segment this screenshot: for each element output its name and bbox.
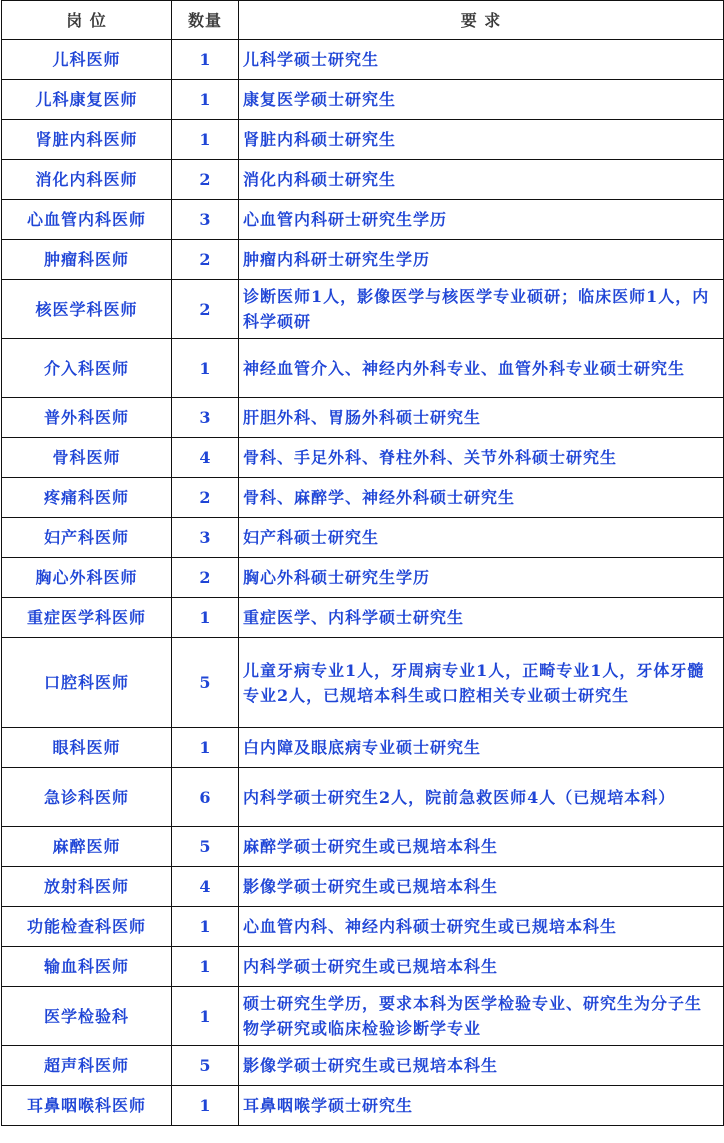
table-row xyxy=(2,638,724,728)
header-row xyxy=(2,1,724,40)
position-cell: 医学检验科 xyxy=(2,987,172,1046)
requirement-cell: 耳鼻咽喉学硕士研究生 xyxy=(239,1086,724,1126)
recruitment-table xyxy=(1,0,724,1126)
count-cell: 4 xyxy=(172,438,239,478)
position-cell: 急诊科医师 xyxy=(2,768,172,827)
position-cell: 骨科医师 xyxy=(2,438,172,478)
position-cell: 儿科医师 xyxy=(2,40,172,80)
requirement-cell: 胸心外科硕士研究生学历 xyxy=(239,558,724,598)
position-cell: 功能检查科医师 xyxy=(2,907,172,947)
requirement-cell: 诊断医师1人，影像医学与核医学专业硕研；临床医师1人，内科学硕研 xyxy=(239,280,724,339)
position-cell: 核医学科医师 xyxy=(2,280,172,339)
requirement-cell: 儿童牙病专业1人，牙周病专业1人，正畸专业1人，牙体牙髓专业2人，已规培本科生或口腔相关专业硕士研究生 xyxy=(239,638,724,728)
requirement-cell: 心血管内科研士研究生学历 xyxy=(239,200,724,240)
requirement-cell: 肝胆外科、胃肠外科硕士研究生 xyxy=(239,398,724,438)
requirement-cell: 儿科学硕士研究生 xyxy=(239,40,724,80)
position-cell: 麻醉医师 xyxy=(2,827,172,867)
table-row xyxy=(2,438,724,478)
position-cell: 肾脏内科医师 xyxy=(2,120,172,160)
requirement-cell: 骨科、手足外科、脊柱外科、关节外科硕士研究生 xyxy=(239,438,724,478)
count-cell: 4 xyxy=(172,867,239,907)
table-row xyxy=(2,867,724,907)
header-position: 岗 位 xyxy=(2,1,172,40)
position-cell: 普外科医师 xyxy=(2,398,172,438)
table-row xyxy=(2,947,724,987)
table-row xyxy=(2,728,724,768)
table-row xyxy=(2,240,724,280)
count-cell: 3 xyxy=(172,518,239,558)
table-row xyxy=(2,339,724,398)
position-cell: 输血科医师 xyxy=(2,947,172,987)
count-cell: 1 xyxy=(172,598,239,638)
position-cell: 消化内科医师 xyxy=(2,160,172,200)
position-cell: 胸心外科医师 xyxy=(2,558,172,598)
count-cell: 3 xyxy=(172,200,239,240)
position-cell: 心血管内科医师 xyxy=(2,200,172,240)
position-cell: 肿瘤科医师 xyxy=(2,240,172,280)
requirement-cell: 康复医学硕士研究生 xyxy=(239,80,724,120)
count-cell: 1 xyxy=(172,1086,239,1126)
count-cell: 1 xyxy=(172,339,239,398)
requirement-cell: 妇产科硕士研究生 xyxy=(239,518,724,558)
table-row xyxy=(2,1046,724,1086)
count-cell: 5 xyxy=(172,827,239,867)
count-cell: 2 xyxy=(172,160,239,200)
count-cell: 2 xyxy=(172,240,239,280)
position-cell: 眼科医师 xyxy=(2,728,172,768)
requirement-cell: 内科学硕士研究生2人，院前急救医师4人（已规培本科） xyxy=(239,768,724,827)
count-cell: 1 xyxy=(172,120,239,160)
table-row xyxy=(2,907,724,947)
requirement-cell: 心血管内科、神经内科硕士研究生或已规培本科生 xyxy=(239,907,724,947)
table-row xyxy=(2,558,724,598)
count-cell: 2 xyxy=(172,280,239,339)
count-cell: 1 xyxy=(172,40,239,80)
requirement-cell: 消化内科硕士研究生 xyxy=(239,160,724,200)
requirement-cell: 内科学硕士研究生或已规培本科生 xyxy=(239,947,724,987)
position-cell: 放射科医师 xyxy=(2,867,172,907)
requirement-cell: 影像学硕士研究生或已规培本科生 xyxy=(239,867,724,907)
requirement-cell: 骨科、麻醉学、神经外科硕士研究生 xyxy=(239,478,724,518)
table-row xyxy=(2,40,724,80)
table-row xyxy=(2,768,724,827)
table-row xyxy=(2,200,724,240)
table-row xyxy=(2,827,724,867)
count-cell: 1 xyxy=(172,80,239,120)
count-cell: 1 xyxy=(172,907,239,947)
table-row xyxy=(2,598,724,638)
count-cell: 1 xyxy=(172,947,239,987)
position-cell: 重症医学科医师 xyxy=(2,598,172,638)
count-cell: 1 xyxy=(172,987,239,1046)
requirement-cell: 肾脏内科硕士研究生 xyxy=(239,120,724,160)
position-cell: 儿科康复医师 xyxy=(2,80,172,120)
position-cell: 介入科医师 xyxy=(2,339,172,398)
requirement-cell: 影像学硕士研究生或已规培本科生 xyxy=(239,1046,724,1086)
table-row xyxy=(2,987,724,1046)
position-cell: 妇产科医师 xyxy=(2,518,172,558)
requirement-cell: 硕士研究生学历，要求本科为医学检验专业、研究生为分子生物学研究或临床检验诊断学专业 xyxy=(239,987,724,1046)
requirement-cell: 白内障及眼底病专业硕士研究生 xyxy=(239,728,724,768)
table-row xyxy=(2,80,724,120)
position-cell: 超声科医师 xyxy=(2,1046,172,1086)
header-count: 数量 xyxy=(172,1,239,40)
table-row xyxy=(2,160,724,200)
count-cell: 2 xyxy=(172,558,239,598)
requirement-cell: 麻醉学硕士研究生或已规培本科生 xyxy=(239,827,724,867)
position-cell: 疼痛科医师 xyxy=(2,478,172,518)
count-cell: 1 xyxy=(172,728,239,768)
table-row xyxy=(2,120,724,160)
table-row xyxy=(2,1086,724,1126)
header-requirement: 要 求 xyxy=(239,1,724,40)
position-cell: 口腔科医师 xyxy=(2,638,172,728)
count-cell: 5 xyxy=(172,1046,239,1086)
table-row xyxy=(2,398,724,438)
table-row xyxy=(2,280,724,339)
count-cell: 6 xyxy=(172,768,239,827)
table-row xyxy=(2,518,724,558)
position-cell: 耳鼻咽喉科医师 xyxy=(2,1086,172,1126)
requirement-cell: 神经血管介入、神经内外科专业、血管外科专业硕士研究生 xyxy=(239,339,724,398)
count-cell: 3 xyxy=(172,398,239,438)
count-cell: 5 xyxy=(172,638,239,728)
requirement-cell: 肿瘤内科研士研究生学历 xyxy=(239,240,724,280)
requirement-cell: 重症医学、内科学硕士研究生 xyxy=(239,598,724,638)
count-cell: 2 xyxy=(172,478,239,518)
table-row xyxy=(2,478,724,518)
